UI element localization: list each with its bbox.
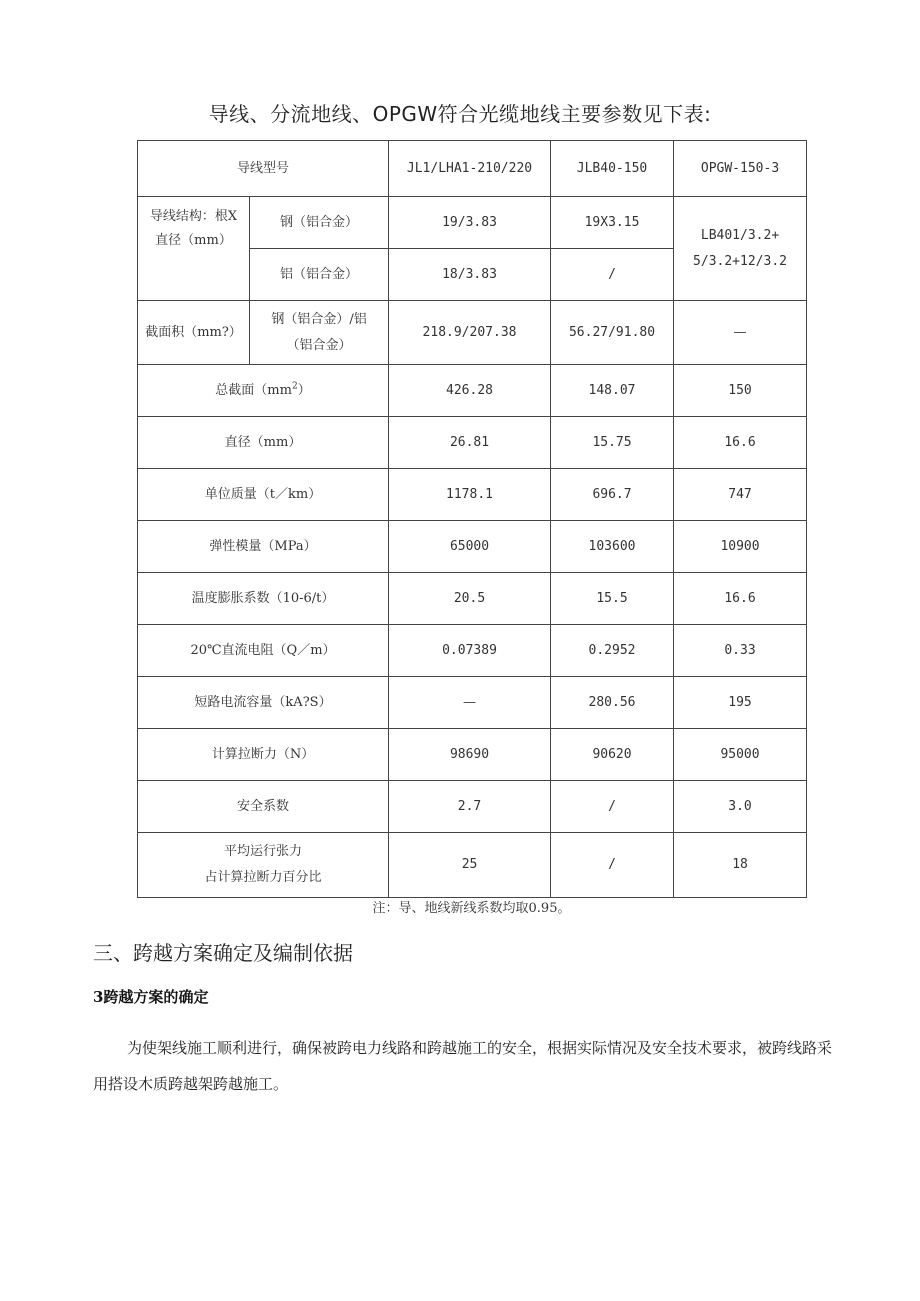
- header-cell-col3: OPGW-150-3: [674, 141, 807, 197]
- row-col2: 15.75: [551, 417, 674, 469]
- structure-col3-line1: LB401/3.2+: [700, 227, 780, 243]
- last-row-label-line1: 平均运行张力: [224, 844, 303, 859]
- table-row-steel: [138, 197, 807, 249]
- row-label: 20℃直流电阻（Q／m）: [138, 625, 389, 677]
- structure-col3: [674, 197, 807, 301]
- row-col1: 0.07389: [389, 625, 551, 677]
- total-section-label-prefix: 总截面（mm: [215, 382, 292, 398]
- total-section-label-sup: 2: [291, 381, 298, 392]
- table-row-total-section: [138, 365, 807, 417]
- table-header-row: [138, 141, 807, 197]
- total-section-label-suffix: ）: [297, 382, 311, 398]
- steel-col2: 19X3.15: [551, 197, 674, 249]
- section-col3: —: [674, 301, 807, 365]
- row-col1: 65000: [389, 521, 551, 573]
- row-label: 计算拉断力（N）: [138, 729, 389, 781]
- row-col1: 1178.1: [389, 469, 551, 521]
- structure-label-line2: 直径（mm）: [155, 233, 232, 248]
- row-col1: 2.7: [389, 781, 551, 833]
- section-sub-line2: （铝合金）: [286, 337, 352, 353]
- table-row: [138, 521, 807, 573]
- table-row: [138, 729, 807, 781]
- aluminum-col2: /: [551, 249, 674, 301]
- row-col1: 26.81: [389, 417, 551, 469]
- section-col1: 218.9/207.38: [389, 301, 551, 365]
- header-cell-col1: JL1/LHA1-210/220: [389, 141, 551, 197]
- row-col2: 0.2952: [551, 625, 674, 677]
- row-col3: 16.6: [674, 417, 807, 469]
- section-heading: 三、跨越方案确定及编制依据: [93, 941, 353, 965]
- row-col3: 3.0: [674, 781, 807, 833]
- steel-col1: 19/3.83: [389, 197, 551, 249]
- total-section-col2: 148.07: [551, 365, 674, 417]
- row-col3: 0.33: [674, 625, 807, 677]
- row-label: 弹性模量（MPa）: [138, 521, 389, 573]
- row-col3: 747: [674, 469, 807, 521]
- last-row-label: [138, 833, 389, 898]
- body-paragraph: 为使架线施工顺利进行，确保被跨电力线路和跨越施工的安全，根据实际情况及安全技术要求，被跨线路采用搭设木质跨越架跨越施工。: [93, 1039, 833, 1093]
- table-row: [138, 417, 807, 469]
- row-col1: —: [389, 677, 551, 729]
- row-label: 安全系数: [138, 781, 389, 833]
- section-label: 截面积（mm?）: [138, 301, 250, 365]
- row-label: 直径（mm）: [138, 417, 389, 469]
- row-label: 温度膨胀系数（10-6/t）: [138, 573, 389, 625]
- parameters-table: [137, 140, 807, 898]
- row-label: 短路电流容量（kA?S）: [138, 677, 389, 729]
- row-col2: 15.5: [551, 573, 674, 625]
- last-row-col1: 25: [389, 833, 551, 898]
- row-label: 单位质量（t／km）: [138, 469, 389, 521]
- table-row: [138, 625, 807, 677]
- table-note: 注：导、地线新线系数均取0.95。: [372, 901, 571, 916]
- table-row-section: [138, 301, 807, 365]
- page-title: 导线、分流地线、OPGW符合光缆地线主要参数见下表:: [208, 102, 712, 126]
- table-row-last: [138, 833, 807, 898]
- table-row: [138, 781, 807, 833]
- last-row-col3: 18: [674, 833, 807, 898]
- row-col3: 95000: [674, 729, 807, 781]
- aluminum-col1: 18/3.83: [389, 249, 551, 301]
- steel-label: 钢（铝合金）: [250, 197, 389, 249]
- table-row: [138, 469, 807, 521]
- row-col1: 98690: [389, 729, 551, 781]
- subsection-heading: 3跨越方案的确定: [93, 988, 209, 1006]
- total-section-label: [138, 365, 389, 417]
- section-col2: 56.27/91.80: [551, 301, 674, 365]
- header-cell-col2: JLB40-150: [551, 141, 674, 197]
- total-section-col1: 426.28: [389, 365, 551, 417]
- structure-group-label: [138, 197, 250, 301]
- aluminum-label: 铝（铝合金）: [250, 249, 389, 301]
- header-cell-label: 导线型号: [138, 141, 389, 197]
- total-section-col3: 150: [674, 365, 807, 417]
- section-sub-label: [250, 301, 389, 365]
- row-col2: /: [551, 781, 674, 833]
- row-col2: 103600: [551, 521, 674, 573]
- row-col1: 20.5: [389, 573, 551, 625]
- row-col2: 696.7: [551, 469, 674, 521]
- last-row-label-line2: 占计算拉断力百分比: [204, 870, 322, 885]
- row-col3: 195: [674, 677, 807, 729]
- section-sub-line1: 钢（铝合金）/铝: [271, 311, 367, 327]
- structure-col3-line2: 5/3.2+12/3.2: [693, 253, 787, 269]
- table-row: [138, 573, 807, 625]
- row-col2: 280.56: [551, 677, 674, 729]
- row-col2: 90620: [551, 729, 674, 781]
- structure-label-line1: 导线结构：根X: [149, 209, 238, 224]
- last-row-col2: /: [551, 833, 674, 898]
- row-col3: 10900: [674, 521, 807, 573]
- table-row: [138, 677, 807, 729]
- row-col3: 16.6: [674, 573, 807, 625]
